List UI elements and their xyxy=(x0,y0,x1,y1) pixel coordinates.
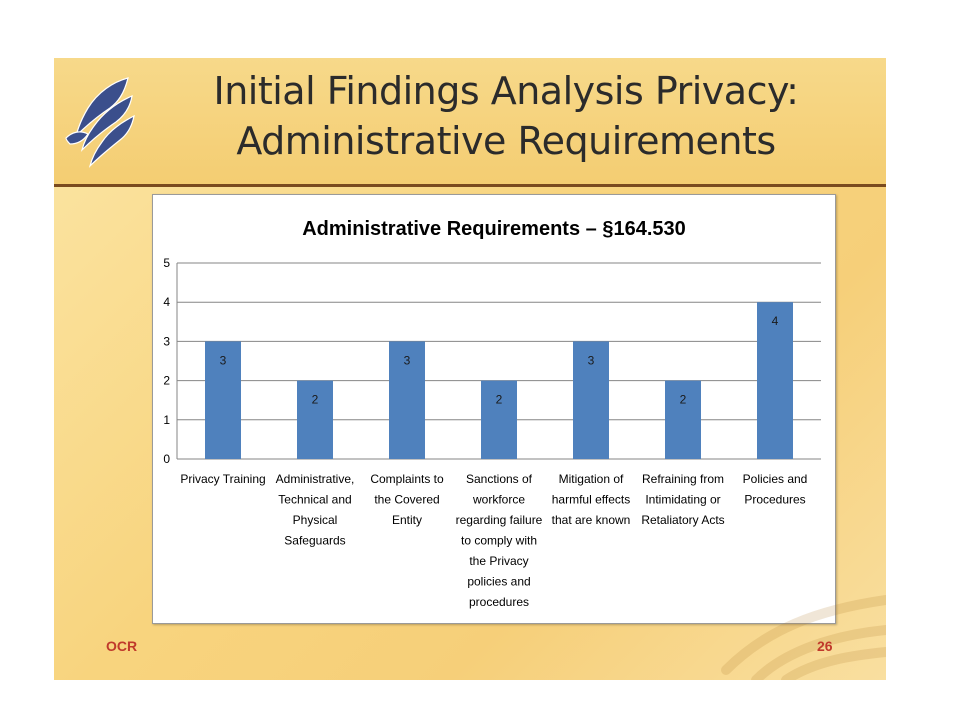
y-tick-label: 3 xyxy=(163,334,170,349)
x-category-label-line: procedures xyxy=(468,595,530,609)
bar-data-label: 3 xyxy=(219,353,227,368)
x-category-label-line: regarding failure xyxy=(455,513,543,527)
x-category-label-line: harmful effects xyxy=(551,492,631,507)
slide xyxy=(54,58,886,680)
x-category-label-line: Administrative, xyxy=(275,472,355,486)
x-category-label-line: Safeguards xyxy=(284,533,346,548)
y-tick-label: 2 xyxy=(163,373,170,388)
x-category-label-line: the Covered xyxy=(374,492,440,507)
header-divider xyxy=(54,184,886,187)
bar-data-label: 2 xyxy=(311,392,319,407)
x-category-label-line: Policies and xyxy=(742,472,808,486)
x-category-label-line: Mitigation of xyxy=(558,472,624,486)
x-category-label xyxy=(552,472,631,527)
x-category-label-line: policies and xyxy=(467,574,531,589)
x-category-label-line: Complaints to xyxy=(370,472,444,486)
x-category-label-line: Physical xyxy=(292,513,338,527)
x-category-label-line: Retaliatory Acts xyxy=(641,513,725,527)
bar-data-label: 4 xyxy=(771,314,779,329)
x-category-label xyxy=(276,472,355,548)
x-category-label-line: Entity xyxy=(391,513,423,527)
slide-title-line-2: Administrative Requirements xyxy=(236,119,776,163)
x-category-label xyxy=(180,472,265,486)
bar-data-label: 3 xyxy=(403,353,411,368)
y-tick-label: 5 xyxy=(163,256,170,270)
chart-title: Administrative Requirements – §164.530 xyxy=(302,218,686,240)
slide-title-line-1: Initial Findings Analysis Privacy: xyxy=(213,69,799,113)
x-category-label-line: Procedures xyxy=(744,492,806,507)
x-category-label-line: Refraining from xyxy=(641,472,725,486)
x-category-label xyxy=(641,472,724,527)
x-category-label xyxy=(743,472,808,507)
x-category-label-line: the Privacy xyxy=(469,554,529,568)
hhs-eagle-logo-icon xyxy=(58,72,140,176)
bar-data-label: 2 xyxy=(495,392,503,407)
slide-title xyxy=(146,66,866,166)
y-tick-label: 1 xyxy=(163,412,170,427)
x-category-label-line: to comply with xyxy=(460,533,538,548)
footer-page-number: 26 xyxy=(817,638,833,654)
x-category-label xyxy=(456,472,543,609)
x-category-label-line: that are known xyxy=(551,513,631,527)
footer-org-label: OCR xyxy=(106,638,138,654)
eagle-watermark-icon xyxy=(686,540,886,680)
x-category-label-line: Intimidating or xyxy=(645,492,721,507)
x-category-label xyxy=(370,472,444,527)
x-category-label-line: Technical and xyxy=(278,492,352,507)
bar-data-label: 2 xyxy=(679,392,687,407)
y-tick-label: 4 xyxy=(163,295,170,310)
bar-data-label: 3 xyxy=(587,353,595,368)
x-category-label-line: Sanctions of xyxy=(465,472,533,486)
x-category-label-line: Privacy Training xyxy=(180,472,266,486)
x-category-label-line: workforce xyxy=(472,492,526,507)
y-tick-label: 0 xyxy=(163,452,170,466)
